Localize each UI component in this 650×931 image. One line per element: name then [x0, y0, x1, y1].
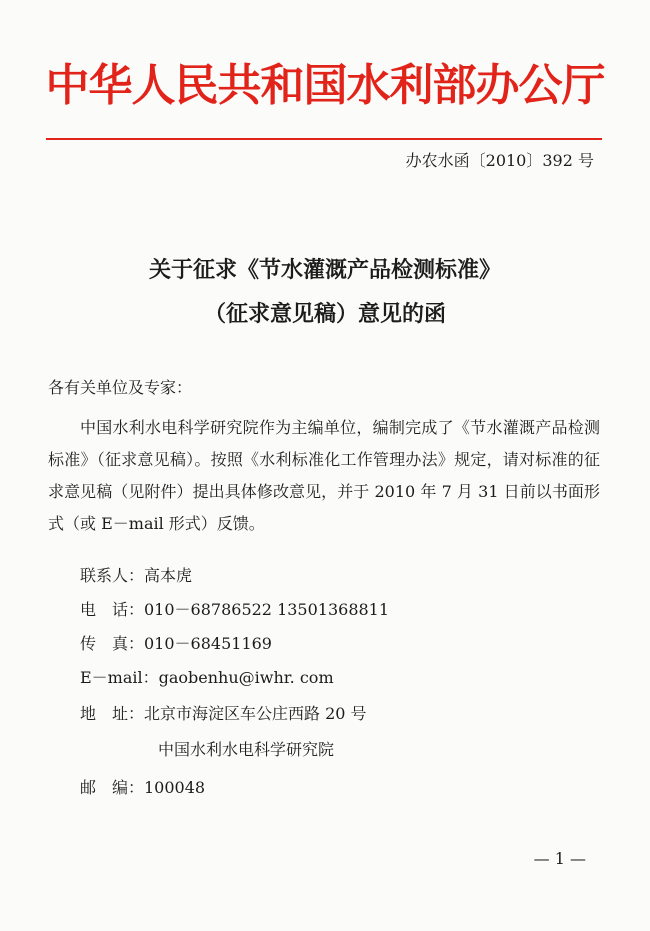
contact-email: E－mail：gaobenhu@iwhr. com	[80, 668, 334, 687]
body-paragraph: 中国水利水电科学研究院作为主编单位，编制完成了《节水灌溉产品检测标准》（征求意见稿）。按照《水利标准化工作管理办法》规定，请对标准的征求意见稿（见附件）提出具体修改意见，并于 2010 年 7 月 31 日前以书面形式（或 E－mail 形式）反馈。	[48, 418, 600, 533]
page-number	[0, 848, 650, 870]
contact-person: 联系人：高本虎	[80, 566, 193, 585]
contact-phone: 电 话：010－68786522 13501368811	[80, 600, 390, 619]
page-number-text: — 1 —	[533, 849, 586, 868]
salutation: 各有关单位及专家：	[48, 378, 193, 397]
title-line-1: 关于征求《节水灌溉产品检测标准》	[148, 258, 501, 283]
title-line-2: （征求意见稿）意见的函	[203, 302, 446, 327]
contact-address-org: 中国水利水电科学研究院	[158, 740, 335, 759]
red-divider-line	[46, 138, 602, 140]
contact-postcode: 邮 编：100048	[80, 778, 206, 797]
issuer-masthead: 中华人民共和国水利部办公厅	[45, 60, 605, 111]
contact-address: 地 址：北京市海淀区车公庄西路 20 号	[80, 704, 367, 723]
contact-fax: 传 真：010－68451169	[80, 634, 272, 653]
document-number: 办农水函〔2010〕392 号	[405, 151, 594, 170]
